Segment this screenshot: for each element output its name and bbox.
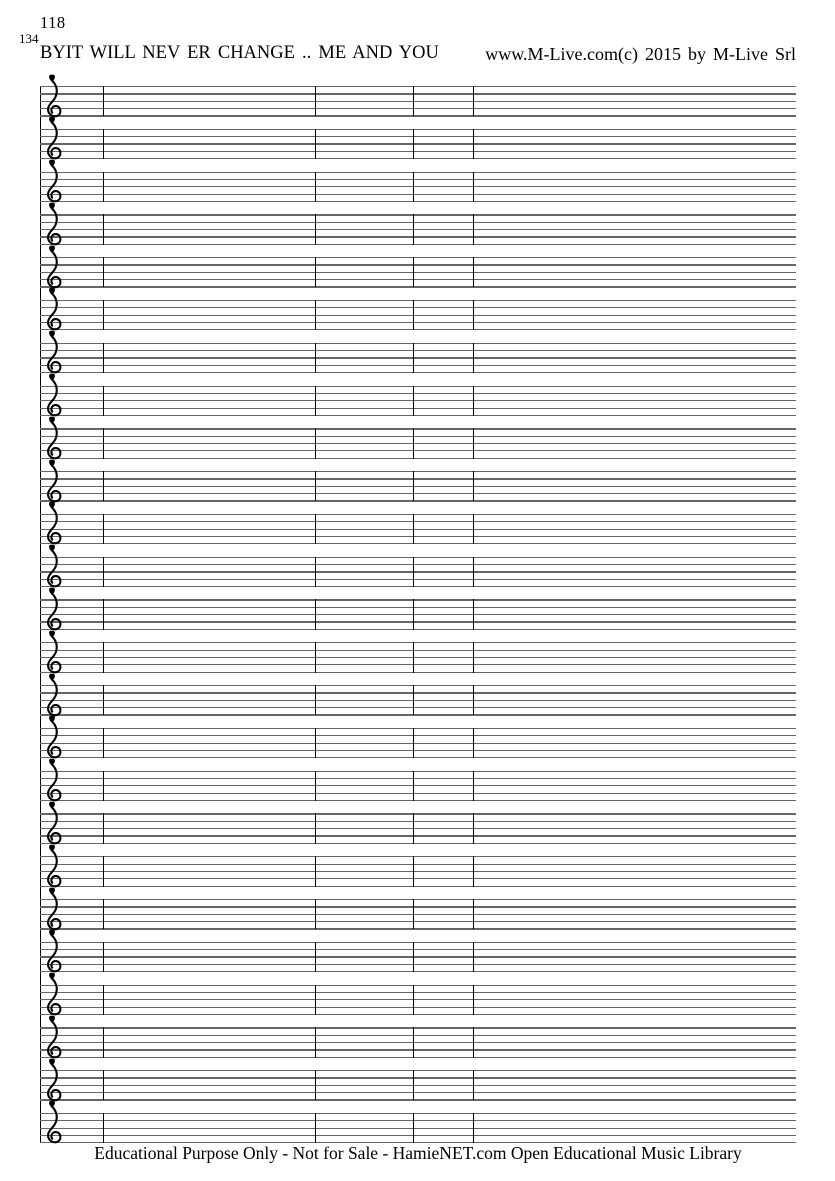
barline (315, 1113, 316, 1143)
barline (103, 985, 104, 1015)
staff (40, 685, 796, 715)
barline (103, 343, 104, 373)
barline (473, 557, 474, 587)
staff-line (40, 279, 796, 280)
staff-line (40, 564, 796, 565)
treble-clef-icon (43, 201, 65, 247)
barline (473, 942, 474, 972)
staff (40, 985, 796, 1015)
staff-line (40, 393, 796, 394)
barline (413, 985, 414, 1015)
staff-line (40, 521, 796, 522)
barline (103, 599, 104, 629)
barline (315, 343, 316, 373)
staff (40, 557, 796, 587)
staff-line (40, 129, 796, 130)
staff-line (40, 1120, 796, 1121)
staff-line (40, 179, 796, 180)
staff-line (40, 1135, 796, 1136)
barline (103, 214, 104, 244)
treble-clef-icon (43, 543, 65, 589)
staff-line (40, 1014, 796, 1015)
treble-clef-icon (43, 73, 65, 119)
staff-line (40, 500, 796, 501)
staff-line (40, 793, 796, 794)
publisher-credit: www.M-Live.com(c) 2015 by M-Live Srl (485, 44, 796, 64)
staff-line (40, 1092, 796, 1093)
barline (103, 642, 104, 672)
barline (413, 129, 414, 159)
barline (473, 728, 474, 758)
barline (103, 685, 104, 715)
staff-line (40, 707, 796, 708)
staff-line (40, 1113, 796, 1114)
treble-clef-icon (43, 329, 65, 375)
barline (473, 129, 474, 159)
barline (315, 172, 316, 202)
barline (315, 514, 316, 544)
barline (413, 428, 414, 458)
staff-line (40, 428, 796, 429)
barline (473, 86, 474, 116)
barline (103, 771, 104, 801)
treble-clef-icon (43, 500, 65, 546)
staff-line (40, 871, 796, 872)
treble-clef-icon (43, 971, 65, 1017)
treble-clef-icon (43, 928, 65, 974)
staff (40, 599, 796, 629)
staff-line (40, 307, 796, 308)
staff (40, 899, 796, 929)
barline (103, 86, 104, 116)
staff-line (40, 1035, 796, 1036)
barline (473, 685, 474, 715)
staff (40, 129, 796, 159)
staff-line (40, 956, 796, 957)
staff-line (40, 614, 796, 615)
staff-line (40, 108, 796, 109)
barline (315, 129, 316, 159)
staff (40, 942, 796, 972)
staff (40, 300, 796, 330)
staff-line (40, 571, 796, 572)
staff (40, 771, 796, 801)
barline (413, 685, 414, 715)
staff-line (40, 329, 796, 330)
treble-clef-icon (43, 672, 65, 718)
barline (315, 728, 316, 758)
staff-line (40, 642, 796, 643)
staff-line (40, 365, 796, 366)
staff-line (40, 672, 796, 673)
staff-line (40, 1007, 796, 1008)
page-number: 118 (40, 13, 66, 32)
staff-line (40, 906, 796, 907)
treble-clef-icon (43, 586, 65, 632)
staff-line (40, 813, 796, 814)
barline (473, 214, 474, 244)
barline (103, 813, 104, 843)
barline (315, 1070, 316, 1100)
staff-line (40, 949, 796, 950)
barline (103, 557, 104, 587)
barline (103, 1113, 104, 1143)
treble-clef-icon (43, 757, 65, 803)
staff-line (40, 599, 796, 600)
barline (413, 86, 414, 116)
staff-line (40, 942, 796, 943)
barline (473, 428, 474, 458)
barline (103, 728, 104, 758)
staff (40, 728, 796, 758)
treble-clef-icon (43, 115, 65, 161)
treble-clef-icon (43, 1099, 65, 1145)
barline (473, 172, 474, 202)
barline (315, 386, 316, 416)
staff-line (40, 286, 796, 287)
measure-number: 134 (19, 31, 39, 46)
staff-line (40, 714, 796, 715)
staff-line (40, 685, 796, 686)
staff-line (40, 186, 796, 187)
barline (103, 129, 104, 159)
staff-line (40, 664, 796, 665)
barline (473, 1113, 474, 1143)
staff-line (40, 964, 796, 965)
staff-line (40, 229, 796, 230)
staff-line (40, 158, 796, 159)
staff (40, 471, 796, 501)
barline (103, 1027, 104, 1057)
staff-line (40, 921, 796, 922)
barline (413, 1113, 414, 1143)
barline (473, 257, 474, 287)
staff-line (40, 536, 796, 537)
treble-clef-icon (43, 843, 65, 889)
staff-line (40, 244, 796, 245)
staff-line (40, 650, 796, 651)
staff-line (40, 172, 796, 173)
staff-line (40, 692, 796, 693)
barline (315, 300, 316, 330)
barline (413, 771, 414, 801)
staff-line (40, 236, 796, 237)
staff-line (40, 458, 796, 459)
treble-clef-icon (43, 244, 65, 290)
staff-line (40, 843, 796, 844)
staff-line (40, 586, 796, 587)
staff-line (40, 1057, 796, 1058)
staff-line (40, 443, 796, 444)
staff (40, 1027, 796, 1057)
staff-line (40, 214, 796, 215)
barline (473, 856, 474, 886)
staff-line (40, 828, 796, 829)
staff-line (40, 928, 796, 929)
staff-line (40, 728, 796, 729)
barline (315, 899, 316, 929)
barline (315, 599, 316, 629)
barline (473, 642, 474, 672)
staff-line (40, 878, 796, 879)
treble-clef-icon (43, 372, 65, 418)
barline (315, 428, 316, 458)
barline (315, 1027, 316, 1057)
barline (413, 557, 414, 587)
barline (473, 599, 474, 629)
staff-line (40, 1128, 796, 1129)
barline (413, 899, 414, 929)
staff-line (40, 1027, 796, 1028)
staff-line (40, 86, 796, 87)
staff (40, 257, 796, 287)
barline (473, 471, 474, 501)
barline (315, 214, 316, 244)
barline (473, 985, 474, 1015)
barline (315, 771, 316, 801)
barline (315, 471, 316, 501)
barline (103, 1070, 104, 1100)
staff-line (40, 194, 796, 195)
staff-line (40, 771, 796, 772)
staff-line (40, 579, 796, 580)
staff-line (40, 222, 796, 223)
treble-clef-icon (43, 458, 65, 504)
barline (473, 771, 474, 801)
barline (315, 942, 316, 972)
staff-line (40, 529, 796, 530)
barline (315, 856, 316, 886)
staff-line (40, 514, 796, 515)
barline (315, 642, 316, 672)
staff-line (40, 136, 796, 137)
staff (40, 386, 796, 416)
staff-line (40, 1042, 796, 1043)
staff-line (40, 93, 796, 94)
barline (473, 343, 474, 373)
staff-line (40, 471, 796, 472)
barline (315, 257, 316, 287)
barline (473, 899, 474, 929)
staff-line (40, 1077, 796, 1078)
treble-clef-icon (43, 158, 65, 204)
staff (40, 856, 796, 886)
staff-line (40, 757, 796, 758)
staff-line (40, 543, 796, 544)
treble-clef-icon (43, 714, 65, 760)
staff-line (40, 372, 796, 373)
staff-line (40, 408, 796, 409)
staff-line (40, 300, 796, 301)
staff-line (40, 778, 796, 779)
staff-line (40, 1085, 796, 1086)
staff (40, 1113, 796, 1143)
staff-line (40, 357, 796, 358)
barline (473, 1027, 474, 1057)
staff-line (40, 785, 796, 786)
staff-line (40, 415, 796, 416)
treble-clef-icon (43, 629, 65, 675)
staff (40, 813, 796, 843)
barline (413, 599, 414, 629)
staff-line (40, 264, 796, 265)
staff (40, 172, 796, 202)
barline (103, 899, 104, 929)
staff (40, 642, 796, 672)
staff-line (40, 971, 796, 972)
barline (103, 514, 104, 544)
treble-clef-icon (43, 1057, 65, 1103)
staff-line (40, 629, 796, 630)
staff-line (40, 700, 796, 701)
staff-line (40, 735, 796, 736)
staff-line (40, 835, 796, 836)
barline (315, 985, 316, 1015)
staff-line (40, 478, 796, 479)
staff (40, 428, 796, 458)
staff-line (40, 315, 796, 316)
staff-line (40, 985, 796, 986)
barline (413, 300, 414, 330)
barline (413, 942, 414, 972)
treble-clef-icon (43, 1014, 65, 1060)
barline (103, 300, 104, 330)
barline (413, 642, 414, 672)
barline (413, 813, 414, 843)
barline (103, 428, 104, 458)
staff-line (40, 621, 796, 622)
treble-clef-icon (43, 800, 65, 846)
staff-line (40, 322, 796, 323)
staff-line (40, 1049, 796, 1050)
staff-line (40, 143, 796, 144)
staff-line (40, 272, 796, 273)
staff-line (40, 400, 796, 401)
staff-line (40, 607, 796, 608)
staff-line (40, 257, 796, 258)
staff-line (40, 101, 796, 102)
staff-line (40, 493, 796, 494)
treble-clef-icon (43, 286, 65, 332)
staff-line (40, 856, 796, 857)
barline (103, 471, 104, 501)
staff (40, 343, 796, 373)
treble-clef-icon (43, 886, 65, 932)
staff (40, 214, 796, 244)
song-title: BYIT WILL NEV ER CHANGE .. ME AND YOU (40, 43, 439, 63)
barline (473, 386, 474, 416)
barline (473, 300, 474, 330)
staff-line (40, 436, 796, 437)
staff-line (40, 557, 796, 558)
barline (315, 86, 316, 116)
staff-line (40, 999, 796, 1000)
barline (413, 1070, 414, 1100)
footer-credit: Educational Purpose Only - Not for Sale - HamieNET.com Open Educational Music Library (94, 1143, 742, 1163)
barline (413, 214, 414, 244)
barline (413, 856, 414, 886)
staff-line (40, 1099, 796, 1100)
staff-line (40, 992, 796, 993)
barline (103, 257, 104, 287)
barline (413, 728, 414, 758)
staff (40, 86, 796, 116)
barline (103, 386, 104, 416)
staff-line (40, 864, 796, 865)
staff-line (40, 115, 796, 116)
staff-line (40, 450, 796, 451)
barline (103, 172, 104, 202)
barline (413, 1027, 414, 1057)
barline (315, 813, 316, 843)
staff-line (40, 1070, 796, 1071)
staff-line (40, 886, 796, 887)
staff (40, 1070, 796, 1100)
staff-line (40, 386, 796, 387)
staff-line (40, 800, 796, 801)
staff (40, 514, 796, 544)
barline (413, 257, 414, 287)
staff-line (40, 201, 796, 202)
barline (473, 1070, 474, 1100)
barline (473, 514, 474, 544)
staff-line (40, 743, 796, 744)
staff-line (40, 486, 796, 487)
barline (315, 557, 316, 587)
staff-line (40, 750, 796, 751)
staff-line (40, 899, 796, 900)
barline (103, 856, 104, 886)
barline (473, 813, 474, 843)
staff-line (40, 821, 796, 822)
staff-line (40, 343, 796, 344)
staff-line (40, 151, 796, 152)
treble-clef-icon (43, 415, 65, 461)
barline (315, 685, 316, 715)
barline (413, 514, 414, 544)
barline (413, 471, 414, 501)
staff-line (40, 914, 796, 915)
staff-line (40, 657, 796, 658)
barline (413, 343, 414, 373)
barline (413, 172, 414, 202)
staff-line (40, 350, 796, 351)
barline (413, 386, 414, 416)
barline (103, 942, 104, 972)
